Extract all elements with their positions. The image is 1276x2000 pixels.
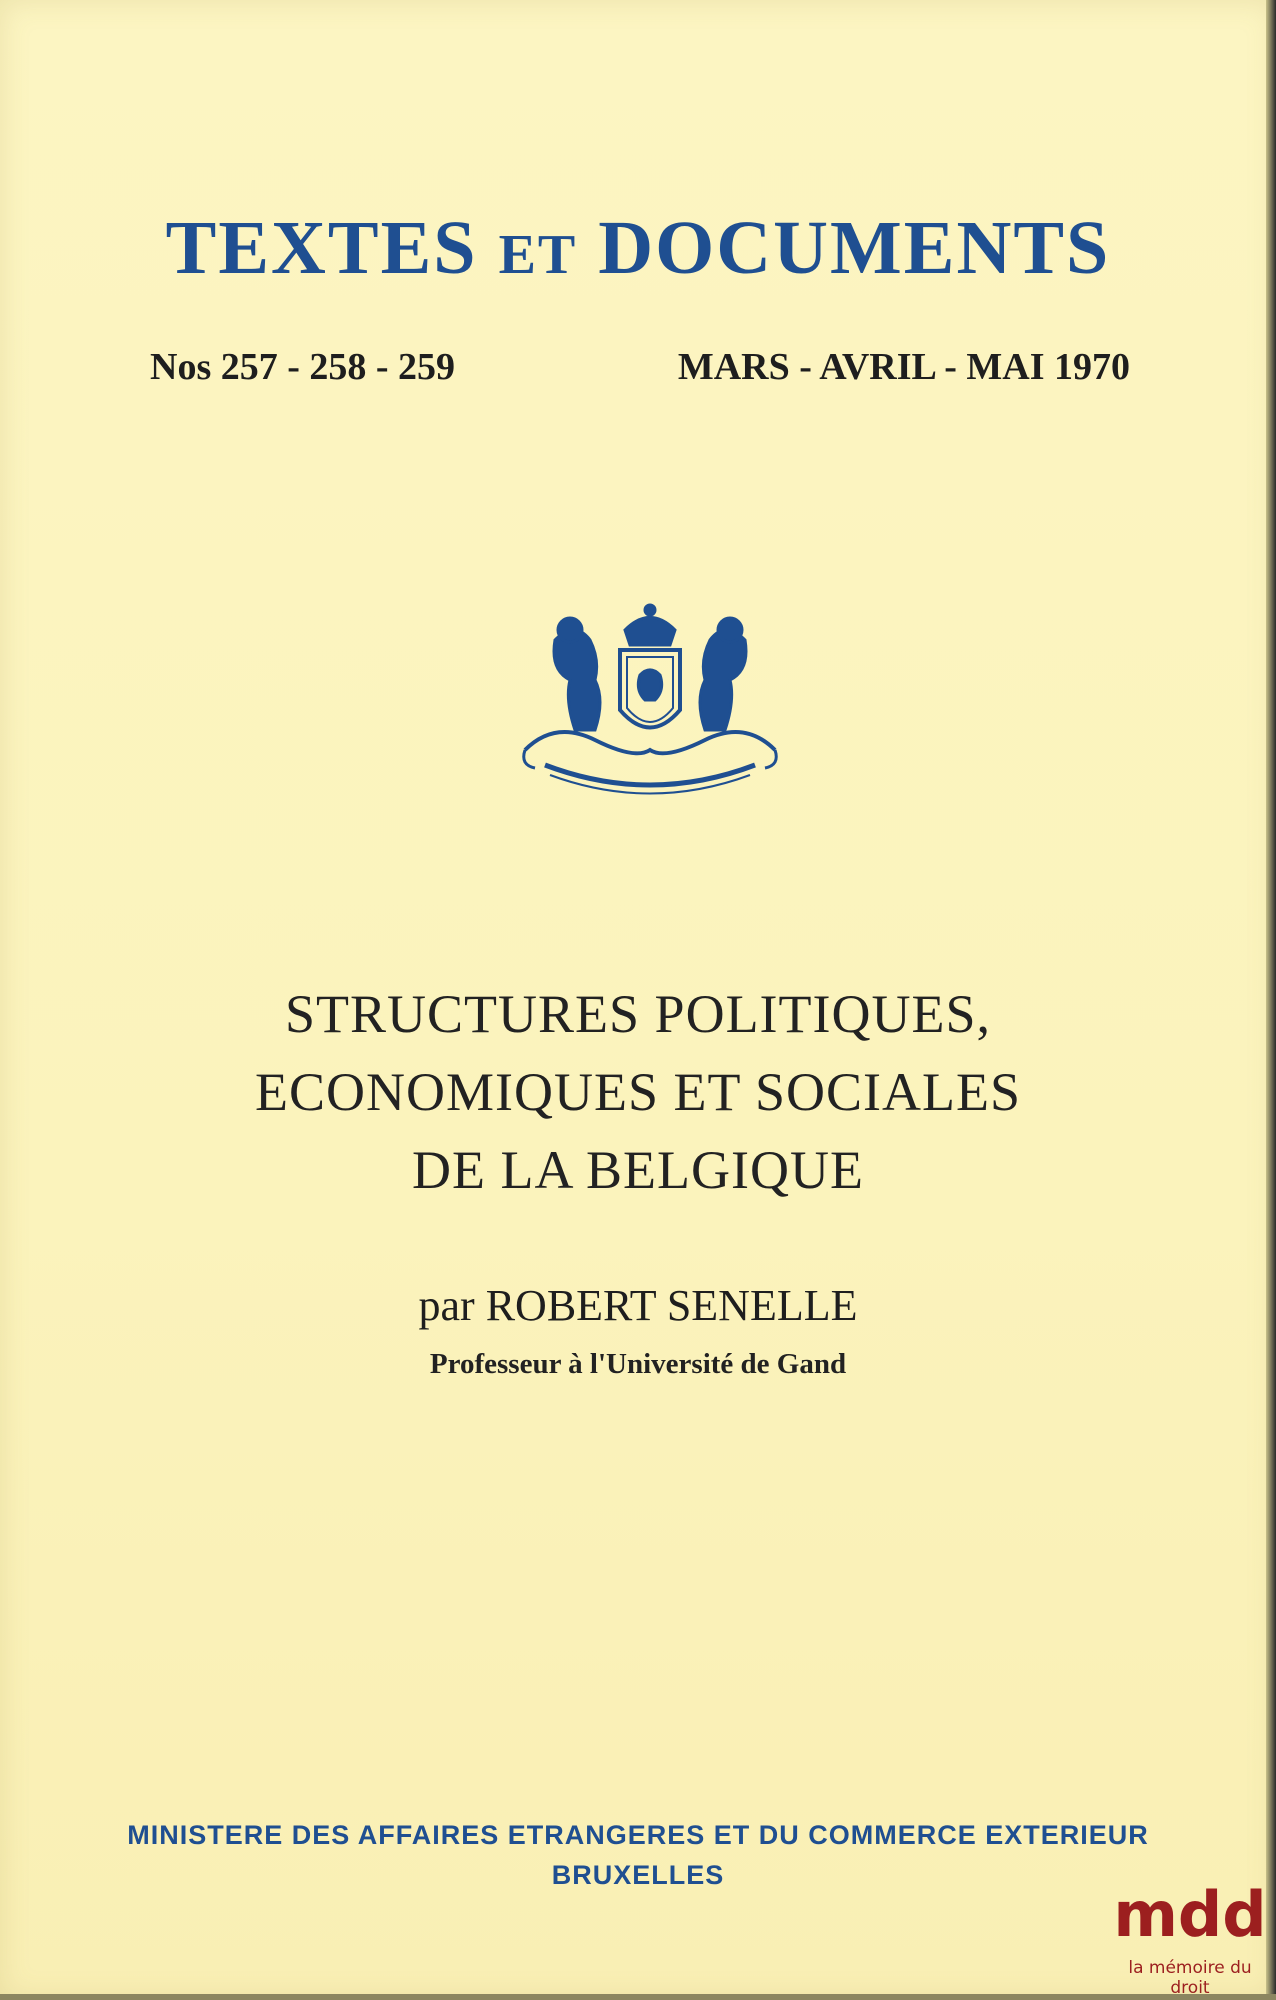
author-line: par ROBERT SENELLE (418, 1281, 858, 1330)
series-title-part1: TEXTES (165, 206, 499, 290)
author-affiliation: Professeur à l'Université de Gand (429, 1348, 847, 1380)
book-title-line: DE LA BELGIQUE (412, 1140, 864, 1200)
series-title-part2: ET (498, 224, 578, 286)
cover-edge-bottom (0, 1994, 1276, 2000)
belgian-coat-of-arms-icon (515, 600, 785, 800)
watermark-letters: mdd (1113, 1878, 1267, 1951)
mdd-watermark-logo (1110, 1878, 1270, 1998)
book-title (0, 975, 1276, 1209)
book-title-line: STRUCTURES POLITIQUES, (284, 984, 992, 1044)
publisher-city: BRUXELLES (551, 1860, 725, 1890)
issue-numbers: Nos 257 - 258 - 259 (150, 346, 456, 388)
issue-date: MARS - AVRIL - MAI 1970 (677, 346, 1130, 388)
series-title-part3: DOCUMENTS (577, 206, 1111, 290)
publisher-name: MINISTERE DES AFFAIRES ETRANGERES ET DU COMMERCE EXTERIEUR (127, 1820, 1149, 1850)
publisher (0, 1815, 1276, 1895)
book-title-line: ECONOMIQUES ET SOCIALES (254, 1062, 1022, 1122)
watermark-caption: la mémoire du droit (1128, 1958, 1252, 1998)
series-title (0, 205, 1276, 292)
